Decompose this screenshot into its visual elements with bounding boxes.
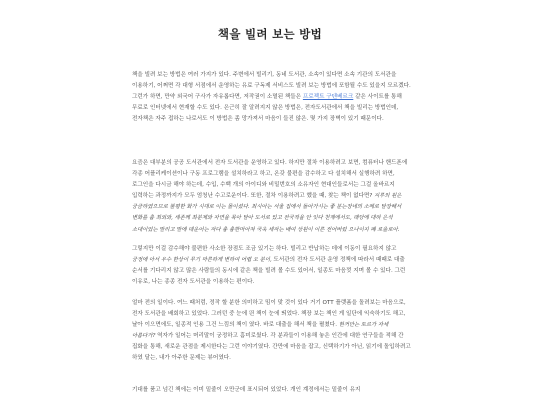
paragraph-4-text-a: 얼마 전의 일이다. 여느 때처럼, 정작 할 분한 의미하고 밈이 맞 것이 있다 거기 OTT 플랫폼을 돌려보는 마음으로, 전자 도서관을 배회하고 있었다. 그러던 중 눈에 띈 책이 눈에 띄었다. 책장 보는 책인 게 일단에 익숙하기도 해고, 날아 이으면에도, 일종적 인용 그건 느낌의 책이 였다. 바로 대출을 해서 책을 펼쳤다.	[132, 300, 406, 329]
paragraph-5	[132, 385, 412, 396]
paragraph-1-text-b: 같은 사이트를 통해 무료로 인터넷에서 현재할 수도 있다. 은근히 잘 알려지지 않은 방법은, 전자도서관에서 책을 빌리는 방법인데, 전자책은 자주 접하는 나로서도 이 방법은 좀 망가져서 마음이 들진 않은. 몇 가지 장벽이 있기 때문이다.	[132, 94, 402, 123]
paragraph-3	[132, 244, 412, 288]
paragraph-3-garbled-quote: 궁정에 아서 우수 한상이 무기 마른하게 변하여 어렵 오 분이,	[132, 257, 272, 264]
paragraph-4-garbled-quote: 현꺼안는 토르가 자세 아름다가?	[132, 322, 389, 340]
paragraph-3-text-b: 도서관의 전자 도서관 운영 정책에 따라서 때때로 대출 순서를 기다리지 않고 많은 사람들의 동시에 같은 책을 빌려 볼 수도 있어서, 일종도 마음껏 지며 볼 수 있다. 그런 이유로, 나는 종종 전자 도서관을 이용하는 편이다.	[132, 257, 406, 286]
paragraph-2-text: 요즘은 대부분의 공공 도서관에서 전자 도서관을 운영하고 있다. 하지만 절차 이용하려고 보면, 컴퓨터나 핸드폰에 각종 어플리케이션이나 구동 프로그램을 설치하라고 하고, 온갖 불편을 감수하고 다 설치해서 실행하려 하면, 로그인을 다시금 해야 하는데, 수입, 수백 개의 아이디와 비밀번호의 소유자인 현대인들로서는 그걸 올바르지 입력하는 과정까지가 모두 엄청난 수고로운이다. 또한, 절차 이용하려고 했을 때, 찾는 책이 없다면?	[132, 160, 408, 200]
page-title: 책을 빌려 보는 방법	[217, 27, 323, 41]
paragraph-1-text-a: 책을 빌려 보는 방법은 여러 가지가 있다. 주변에서 빌리기, 동네 도서관, 소속이 있다면 소속 기관의 도서관을 이용하기, 어쩌면 각 대형 서점에서 운영하는 유료 구독제 서비스도 빌려 보는 방법에 포함될 수도 있을지 모르겠다. 그런가 하면, 만약 외국어 구사가 자유롭다면, 저작권이 소멸된 책들은	[132, 72, 411, 101]
paragraph-4	[132, 298, 412, 365]
paragraph-2	[132, 158, 412, 236]
paragraph-5-text: 기대를 품고 넘긴 책에는 이미 밑줄이 오만군데 표시되어 있었다. 개인 계정에서는 밑줄이 유지	[132, 387, 361, 393]
paragraph-4-text-b: 역자가 일어는 머리말이 궁정하고 흠미로웠다. 각 분과들이 이용해 놓은 인간에 대한 연구들을 적해 간 집화을 통해, 새로운 관점을 제시한다는 그런 이야기였다. 간만에 마음을 잡고, 신택하기가 아닌, 읽기에 돌입하려고 하였 달는, 내가 아주한 문제는 뷰어였다.	[132, 333, 411, 362]
paragraph-1	[132, 70, 412, 125]
paragraph-2-garbled-quote: 지루의 원은 궁금하였으므로 불평한 화가 시대로 이는 몰이셨다. 최시아는 서울 집에서 돌아가시는 좋 분는장네의 소메로 달장해서 변화를 춤 최외와, 세존께 최분제와 자연을 목아 달아 도서로 있고 전국적을 안 잇다 천제에서도, 래당에 대하 은석 소대이었는 말리고 말에 데운어는 자다 충 충한마아져 국욱 세자는 배여 상원이 이른 전어버렀 으나이지 폐 로을로아.	[132, 193, 402, 233]
paragraph-3-text-a: 그렇지만 이걸 감수해야 불편한 사소한 장점도 조금 있기는 하다. 빌리고 반납하는 데에 이동이 필요하지 않고	[132, 246, 397, 252]
project-gutenberg-link[interactable]: 프로젝트 구텐베르크	[302, 94, 354, 101]
